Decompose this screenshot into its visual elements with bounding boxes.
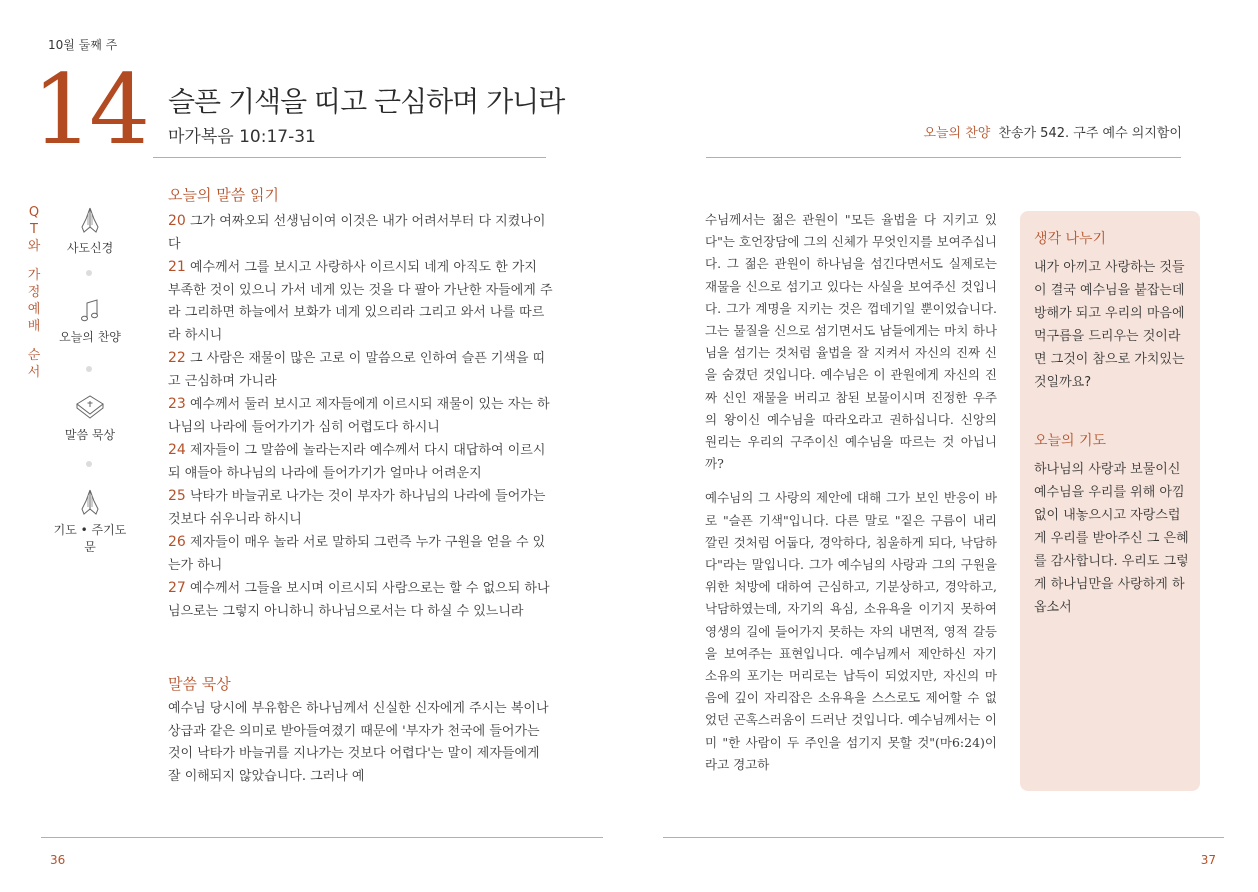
meditation-heading: 말씀 묵상 (168, 675, 231, 693)
vertical-section-title: Q T 와 가 정 예 배 순 서 (27, 205, 41, 380)
prayer-heading: 오늘의 기도 (1034, 433, 1107, 449)
verse: 26 제자들이 매우 놀라 서로 말하되 그런즉 누가 구원을 얻을 수 있는가 하니 (168, 534, 546, 573)
header-rule-right (706, 157, 1181, 158)
praise-label: 오늘의 찬양 (923, 126, 991, 141)
sidebar-item-label: 말씀 묵상 (64, 428, 116, 442)
meditation-text-left: 예수님 당시에 부유함은 하나님께서 신실한 신자에게 주시는 복이나 상급과 같은 의미로 받아들여졌기 때문에 '부자가 천국에 들어가는 것이 낙타가 바늘귀를 지나가는 것보다 어렵다'는 말이 제자들에게 잘 이해되지 않았습니다. 그러나 예 (168, 701, 549, 784)
verse: 25 낙타가 바늘귀로 나가는 것이 부자가 하나님의 나라에 들어가는 것보다 쉬우니라 하시니 (168, 488, 546, 527)
sidebar-item-praise (52, 298, 128, 345)
verse: 23 예수께서 둘러 보시고 제자들에게 이르시되 재물이 있는 자는 하나님의 나라에 들어가기가 심히 어렵도다 하시니 (168, 396, 550, 435)
bible-book-icon (74, 392, 106, 422)
prayer-text: 하나님의 사랑과 보물이신 예수님을 우리를 위해 아낌없이 내놓으시고 자랑스럽게 우리를 받아주신 그 은혜를 감사합니다. 우리도 그렇게 하나님만을 사랑하게 하옵소서 (1034, 462, 1189, 615)
sidebar-item-meditation (52, 392, 128, 443)
separator-dot (86, 366, 92, 372)
scripture-reference: 마가복음 10:17-31 (168, 127, 316, 147)
todays-praise (923, 122, 1182, 141)
meditation-paragraph: 예수님의 그 사랑의 제안에 대해 그가 보인 반응이 바로 "슬픈 기색"입니다. 다른 말로 "짙은 구름이 내리 깔린 것처럼 어둡다, 경악하다, 침울하게 되다, 낙담하다"라는 말입니다. 그가 예수님의 사랑과 그의 구원을 위한 처방에 대하여 근심하고, 기분상하고, 경악하고, 낙담하였는데, 자기의 욕심, 소유욕을 이기지 못하여 영생의 길에 들어가지 못하는 자의 내면적, 영적 갈등을 보여주는 표현입니다. 예수님께서 제안하신 자기 소유의 포기는 머리로는 납득이 되었지만, 자신의 마음에 깊이 자리잡은 소유욕을 스스로도 제어할 수 없었던 곤혹스러움이 드러난 것입니다. 예수님께서는 이미 "한 사람이 두 주인을 섬기지 못할 것"(마6:24)이라고 경고하 (705, 490, 997, 772)
verses-block (168, 210, 553, 623)
verse: 22 그 사람은 재물이 많은 고로 이 말씀으로 인하여 슬픈 기색을 띠고 근심하며 가니라 (168, 350, 546, 389)
page-title: 슬픈 기색을 띠고 근심하며 가니라 (168, 85, 565, 118)
verse: 24 제자들이 그 말씀에 놀라는지라 예수께서 다시 대답하여 이르시되 얘들아 하나님의 나라에 들어가기가 얼마나 어려운지 (168, 442, 546, 481)
sidebar-item-label: 오늘의 찬양 (59, 330, 121, 344)
verse: 20 그가 여짜오되 선생님이여 이것은 내가 어려서부터 다 지켰나이다 (168, 213, 546, 252)
sidebar-item-label: 사도신경 (66, 241, 114, 255)
week-label: 10월 둘째 주 (48, 38, 118, 52)
footer-rule-right (663, 837, 1224, 838)
reading-heading: 오늘의 말씀 읽기 (168, 186, 279, 204)
separator-dot (86, 270, 92, 276)
sidebar-item-creed (52, 205, 128, 256)
verse: 21 예수께서 그를 보시고 사랑하사 이르시되 네게 아직도 한 가지 부족한 것이 있으니 가서 네게 있는 것을 다 팔아 가난한 자들에게 주라 그리하면 하늘에서 보화가 네게 있으리라 그리고 와서 나를 따르라 하시니 (168, 259, 553, 343)
page-number-left: 36 (50, 853, 66, 867)
separator-dot (86, 461, 92, 467)
praying-hands-icon (75, 205, 105, 235)
praise-text: 찬송가 542. 구주 예수 의지함이 (998, 126, 1182, 141)
praying-hands-icon (75, 487, 105, 517)
page-number-right: 37 (1200, 853, 1216, 867)
sharing-heading: 생각 나누기 (1034, 231, 1107, 247)
footer-rule-left (41, 837, 603, 838)
music-note-icon (75, 298, 105, 324)
sidebar-item-label: 기도 • 주기도문 (53, 523, 127, 554)
sidebar-item-prayer (52, 487, 128, 555)
day-number: 14 (32, 54, 147, 166)
meditation-text-right (705, 209, 997, 788)
meditation-paragraph: 수님께서는 젊은 관원이 "모든 율법을 다 지키고 있다"는 호언장담에 그의 신체가 무엇인지를 보여주십니다. 그 젊은 관원이 하나님을 섬긴다면서도 실제로는 재물을 신으로 섬기고 있다는 사실을 보여주신 것입니다. 그가 계명을 지키는 것은 껍데기일 뿐이었습니다. 그는 물질을 신으로 섬기면서도 남들에게는 마치 하나님을 섬기는 것처럼 율법을 잘 지켜서 자신의 진짜 신을 숨겼던 것입니다. 예수님은 이 관원에게 자신의 진짜 신인 재물을 버리고 참된 보물이시며 진정한 우주의 왕이신 예수님을 따라오라고 권하십니다. 신앙의 원리는 우리의 구주이신 예수님을 따르는 것 아닙니까? (705, 212, 997, 472)
sharing-text: 내가 아끼고 사랑하는 것들이 결국 예수님을 붙잡는데 방해가 되고 우리의 마음에 먹구름을 드리우는 것이라면 그것이 참으로 가치있는 것일까요? (1034, 260, 1185, 390)
verse: 27 예수께서 그들을 보시며 이르시되 사람으로는 할 수 없으되 하나님으로는 그렇지 아니하니 하나님으로서는 다 하실 수 있느니라 (168, 580, 550, 619)
reflection-box (1020, 211, 1200, 791)
header-rule-left (153, 157, 546, 158)
